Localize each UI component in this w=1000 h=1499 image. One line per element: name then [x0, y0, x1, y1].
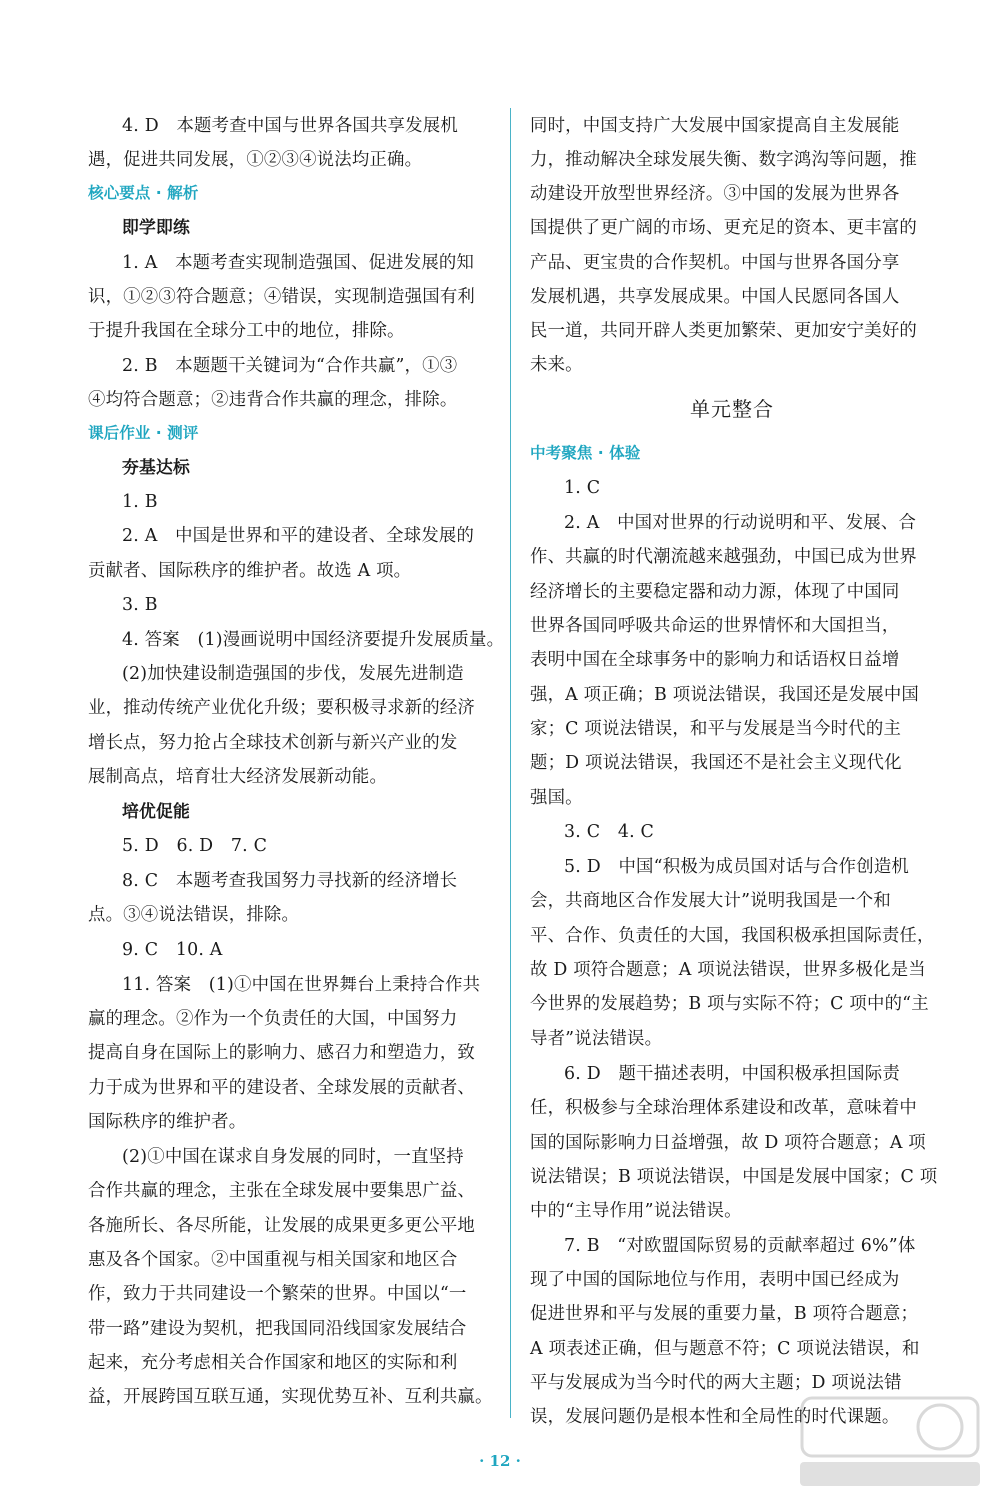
text-line: 识，①②③符合题意；④错误，实现制造强国有利 [88, 287, 475, 307]
text-line: 贡献者、国际秩序的维护者。故选 A 项。 [88, 561, 412, 581]
text-line: 促进世界和平与发展的重要力量，B 项符合题意； [530, 1304, 919, 1324]
column-divider [510, 108, 511, 1418]
text-line: 国的国际影响力日益增强，故 D 项符合题意；A 项 [530, 1133, 926, 1153]
text-line: 平与发展成为当今时代的两大主题；D 项说法错 [530, 1373, 902, 1393]
text-line: 5. D 6. D 7. C [122, 836, 268, 856]
text-line: 2. A 中国是世界和平的建设者、全球发展的 [122, 526, 475, 546]
text-line: 经济增长的主要稳定器和动力源，体现了中国同 [530, 582, 900, 602]
subsection-heading: 即学即练 [122, 217, 190, 237]
text-line: 3. B [122, 595, 158, 615]
text-line: 发展机遇，共享发展成果。中国人民愿同各国人 [530, 287, 900, 307]
text-line: 起来，充分考虑相关合作国家和地区的实际和利 [88, 1353, 458, 1373]
text-line: 3. C 4. C [564, 822, 655, 842]
text-line: 遇，促进共同发展，①②③④说法均正确。 [88, 150, 423, 170]
text-line: 于提升我国在全球分工中的地位，排除。 [88, 321, 405, 341]
text-line: 6. D 题干描述表明，中国积极承担国际责 [564, 1064, 900, 1084]
text-line: 会，共商地区合作发展大计”说明我国是一个和 [530, 891, 891, 911]
text-line: 力于成为世界和平的建设者、全球发展的贡献者、 [88, 1078, 475, 1098]
text-line: 带一路”建设为契机，把我国同沿线国家发展结合 [88, 1319, 467, 1339]
text-line: 展制高点，培育壮大经济发展新动能。 [88, 767, 388, 787]
text-line: 益，开展跨国互联互通，实现优势互补、互利共赢。 [88, 1387, 493, 1407]
text-line: 国际秩序的维护者。 [88, 1112, 247, 1132]
text-line: 11. 答案 (1)①中国在世界舞台上秉持合作共 [122, 975, 481, 995]
text-line: 误，发展问题仍是根本性和全局性的时代课题。 [530, 1407, 900, 1427]
text-line: 题；D 项说法错误，我国还不是社会主义现代化 [530, 753, 902, 773]
text-line: 点。③④说法错误，排除。 [88, 905, 300, 925]
text-line: 动建设开放型世界经济。③中国的发展为世界各 [530, 184, 900, 204]
text-line: 任，积极参与全球治理体系建设和改革，意味着中 [530, 1098, 917, 1118]
text-line: 作、共赢的时代潮流越来越强劲，中国已成为世界 [530, 547, 917, 567]
text-line: 赢的理念。②作为一个负责任的大国，中国努力 [88, 1009, 458, 1029]
section-heading: 核心要点 · 解析 [88, 184, 199, 202]
text-line: 1. A 本题考查实现制造强国、促进发展的知 [122, 253, 475, 273]
text-line: 未来。 [530, 355, 583, 375]
text-line: 各施所长、各尽所能，让发展的成果更多更公平地 [88, 1216, 475, 1236]
text-line: 民一道，共同开辟人类更加繁荣、更加安宁美好的 [530, 321, 917, 341]
subsection-heading: 夯基达标 [122, 457, 190, 477]
text-line: 4. 答案 (1)漫画说明中国经济要提升发展质量。 [122, 630, 505, 650]
text-line: 5. D 中国“积极为成员国对话与合作创造机 [564, 857, 909, 877]
text-line: 8. C 本题考查我国努力寻找新的经济增长 [122, 871, 458, 891]
text-line: 4. D 本题考查中国与世界各国共享发展机 [122, 116, 458, 136]
text-line: 惠及各个国家。②中国重视与相关国家和地区合 [88, 1250, 458, 1270]
text-line: 国提供了更广阔的市场、更充足的资本、更丰富的 [530, 218, 917, 238]
text-line: (2)加快建设制造强国的步伐，发展先进制造 [122, 664, 464, 684]
text-line: 说法错误；B 项说法错误，中国是发展中国家；C 项 [530, 1167, 938, 1187]
text-line: 产品、更宝贵的合作契机。中国与世界各国分享 [530, 253, 900, 273]
text-line: 平、合作、负责任的大国，我国积极承担国际责任， [530, 926, 935, 946]
text-line: 作，致力于共同建设一个繁荣的世界。中国以“一 [88, 1284, 467, 1304]
section-heading: 课后作业 · 测评 [88, 424, 199, 442]
text-line: 增长点，努力抢占全球技术创新与新兴产业的发 [88, 733, 458, 753]
text-line: 1. C [564, 478, 601, 498]
text-line: 2. B 本题题干关键词为“合作共赢”，①③ [122, 356, 458, 376]
text-line: 强，A 项正确；B 项说法错误，我国还是发展中国 [530, 685, 920, 705]
text-line: 1. B [122, 492, 158, 512]
page-number: · 12 · [479, 1452, 521, 1470]
text-line: 7. B “对欧盟国际贸易的贡献率超过 6%”体 [564, 1236, 916, 1256]
text-line: 表明中国在全球事务中的影响力和话语权日益增 [530, 650, 900, 670]
text-line: 提高自身在国际上的影响力、感召力和塑造力，致 [88, 1043, 475, 1063]
text-line: 中的“主导作用”说法错误。 [530, 1201, 742, 1221]
text-line: 家；C 项说法错误，和平与发展是当今时代的主 [530, 719, 902, 739]
text-line: 同时，中国支持广大发展中国家提高自主发展能 [530, 116, 900, 136]
text-line: ④均符合题意；②违背合作共赢的理念，排除。 [88, 390, 458, 410]
text-line: A 项表述正确，但与题意不符；C 项说法错误，和 [530, 1339, 920, 1359]
text-line: 导者”说法错误。 [530, 1029, 663, 1049]
subsection-heading: 培优促能 [122, 801, 190, 821]
text-line: (2)①中国在谋求自身发展的同时，一直坚持 [122, 1147, 464, 1167]
text-line: 今世界的发展趋势；B 项与实际不符；C 项中的“主 [530, 994, 929, 1014]
watermark-logo [790, 1392, 990, 1492]
text-line: 9. C 10. A [122, 940, 223, 960]
text-line: 现了中国的国际地位与作用，表明中国已经成为 [530, 1270, 900, 1290]
text-line: 2. A 中国对世界的行动说明和平、发展、合 [564, 513, 917, 533]
text-line: 力，推动解决全球发展失衡、数字鸿沟等问题，推 [530, 150, 917, 170]
text-line: 故 D 项符合题意；A 项说法错误，世界多极化是当 [530, 960, 926, 980]
text-line: 世界各国同呼吸共命运的世界情怀和大国担当， [530, 616, 900, 636]
section-heading: 中考聚焦 · 体验 [530, 444, 641, 462]
text-line: 合作共赢的理念，主张在全球发展中要集思广益、 [88, 1181, 475, 1201]
unit-title: 单元整合 [690, 397, 774, 421]
text-line: 强国。 [530, 788, 583, 808]
text-line: 业，推动传统产业优化升级；要积极寻求新的经济 [88, 698, 475, 718]
